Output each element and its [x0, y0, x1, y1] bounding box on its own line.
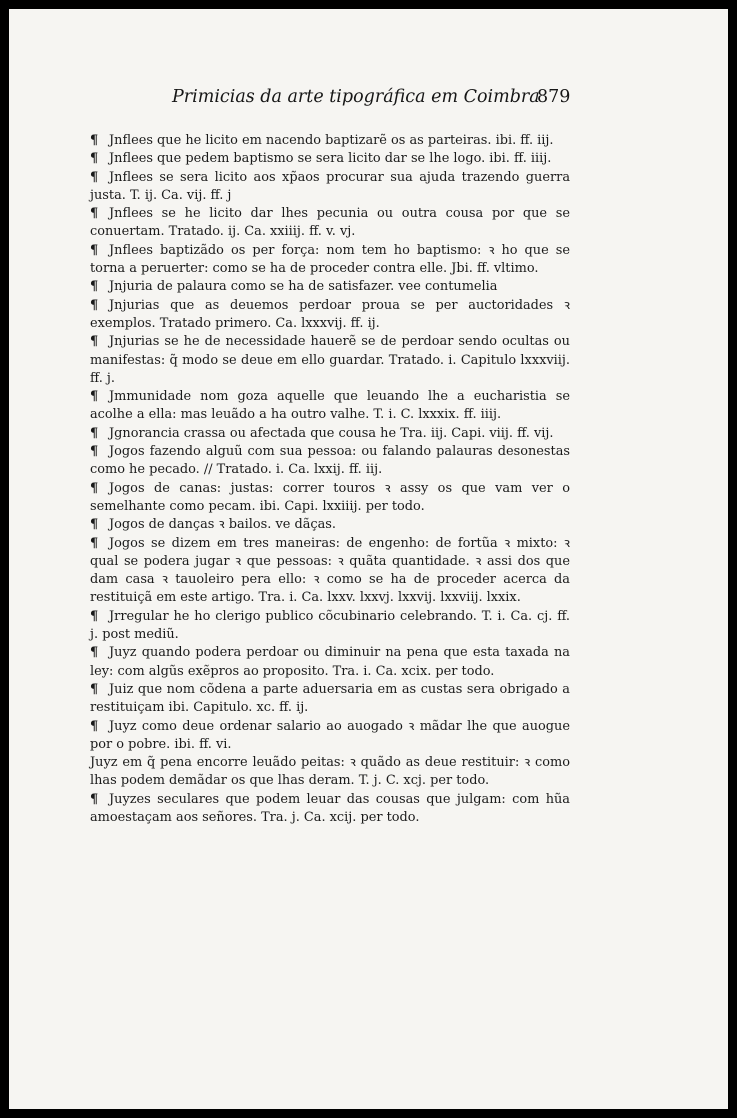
- index-entry: ¶ Juyzes seculares que podem leuar das cousas que julgam: com hũa amoestaçam aos señores. Tra. j. Ca. xcij. per todo.: [90, 791, 570, 825]
- pilcrow-icon: ¶: [90, 608, 99, 624]
- pilcrow-icon: ¶: [90, 681, 99, 697]
- index-entry: ¶ Jogos fazendo alguũ com sua pessoa: ou falando palauras desonestas como he pecado. // Tratado. i. Ca. lxxij. ff. iij.: [90, 444, 570, 478]
- index-entry: ¶ Jnflees se he licito dar lhes pecunia ou outra cousa por que se conuertam. Tratado. ij. Ca. xxiiij. ff. v. vj.: [90, 206, 570, 240]
- index-entry: ¶ Jnflees baptizãdo os per força: nom tem ho baptismo: ꝛ ho que se torna a peruerter: como se ha de proceder contra elle. Jbi. ff. vltimo.: [90, 242, 570, 277]
- index-entry: ¶ Jmmunidade nom goza aquelle que leuando lhe a eucharistia se acolhe a ella: mas leuãdo a ha outro valhe. T. i. C. lxxxix. ff. iiij.: [90, 389, 570, 423]
- index-entry: ¶ Jnjurias que as deuemos perdoar proua se per auctoridades ꝛ exemplos. Tratado primero. Ca. lxxxvij. ff. ij.: [90, 297, 570, 331]
- pilcrow-icon: ¶: [90, 151, 99, 167]
- pilcrow-icon: ¶: [90, 718, 99, 734]
- index-entry: ¶ Jogos de canas: justas: correr touros ꝛ assy os que vam ver o semelhante como pecam. ibi. Capi. lxxiiij. per todo.: [90, 480, 570, 514]
- page-header: [9, 87, 728, 111]
- index-entry: ¶ Jnjuria de palaura como se ha de satisfazer. vee contumelia: [90, 278, 570, 296]
- pilcrow-icon: ¶: [90, 425, 99, 441]
- pilcrow-icon: ¶: [90, 645, 99, 661]
- index-entry: Juyz em q̃ pena encorre leuãdo peitas: ꝛ quãdo as deue restituir: ꝛ como lhas podem demãdar os que lhas deram. T. j. C. xcj. per todo.: [90, 755, 570, 789]
- index-entry: ¶ Juyz como deue ordenar salario ao auogado ꝛ mãdar lhe que auogue por o pobre. ibi. ff. vi.: [90, 718, 570, 752]
- index-entry: ¶ Jrregular he ho clerigo publico cõcubinario celebrando. T. i. Ca. cj. ff. j. post mediũ.: [90, 608, 570, 643]
- page-number: 879: [537, 87, 571, 107]
- pilcrow-icon: ¶: [90, 517, 99, 533]
- pilcrow-icon: ¶: [90, 535, 99, 551]
- index-entry: ¶ Jogos de danças ꝛ bailos. ve dãças.: [90, 516, 570, 534]
- pilcrow-icon: ¶: [90, 133, 99, 148]
- pilcrow-icon: ¶: [90, 480, 99, 496]
- pilcrow-icon: ¶: [90, 242, 99, 258]
- index-entry: ¶ Jgnorancia crassa ou afectada que cousa he Tra. iij. Capi. viij. ff. vij.: [90, 425, 570, 443]
- index-entry: ¶ Jnflees se sera licito aos xp̃aos procurar sua ajuda trazendo guerra justa. T. ij. Ca. vij. ff. j: [90, 169, 570, 203]
- pilcrow-icon: ¶: [90, 279, 99, 295]
- pilcrow-icon: ¶: [90, 389, 99, 405]
- index-entry: ¶ Jogos se dizem em tres maneiras: de engenho: de fortũa ꝛ mixto: ꝛ qual se podera jugar ꝛ que pessoas: ꝛ quãta quantidade. ꝛ assi dos que dam casa ꝛ tauoleiro pera ello: ꝛ como se ha de proceder acerca da restituiçã em este artigo. Tra. i. Ca. lxxv. lxxvj. lxxvij. lxxviij. lxxix.: [90, 535, 570, 606]
- pilcrow-icon: ¶: [90, 297, 99, 313]
- pilcrow-icon: ¶: [90, 444, 99, 460]
- index-entry: ¶ Jnflees que pedem baptismo se sera licito dar se lhe logo. ibi. ff. iiij.: [90, 150, 570, 168]
- index-entries: [90, 132, 570, 827]
- book-page: [9, 9, 728, 1109]
- index-entry: ¶ Jnjurias se he de necessidade hauerẽ se de perdoar sendo ocultas ou manifestas: q̃ modo se deue em ello guardar. Tratado. i. Capitulo lxxxviij. ff. j.: [90, 334, 570, 386]
- index-entry: ¶ Juiz que nom cõdena a parte aduersaria em as custas sera obrigado a restituiçam ibi. Capitulo. xc. ff. ij.: [90, 681, 570, 716]
- running-title: Primicias da arte tipográfica em Coimbra: [172, 87, 540, 107]
- pilcrow-icon: ¶: [90, 334, 99, 350]
- pilcrow-icon: ¶: [90, 206, 99, 222]
- index-entry: ¶ Juyz quando podera perdoar ou diminuir na pena que esta taxada na ley: com algũs exẽpros ao proposito. Tra. i. Ca. xcix. per todo.: [90, 645, 570, 679]
- index-entry: ¶ Jnflees que he licito em nacendo baptizarẽ os as parteiras. ibi. ff. iij.: [90, 132, 570, 150]
- pilcrow-icon: ¶: [90, 169, 99, 185]
- pilcrow-icon: ¶: [90, 791, 99, 807]
